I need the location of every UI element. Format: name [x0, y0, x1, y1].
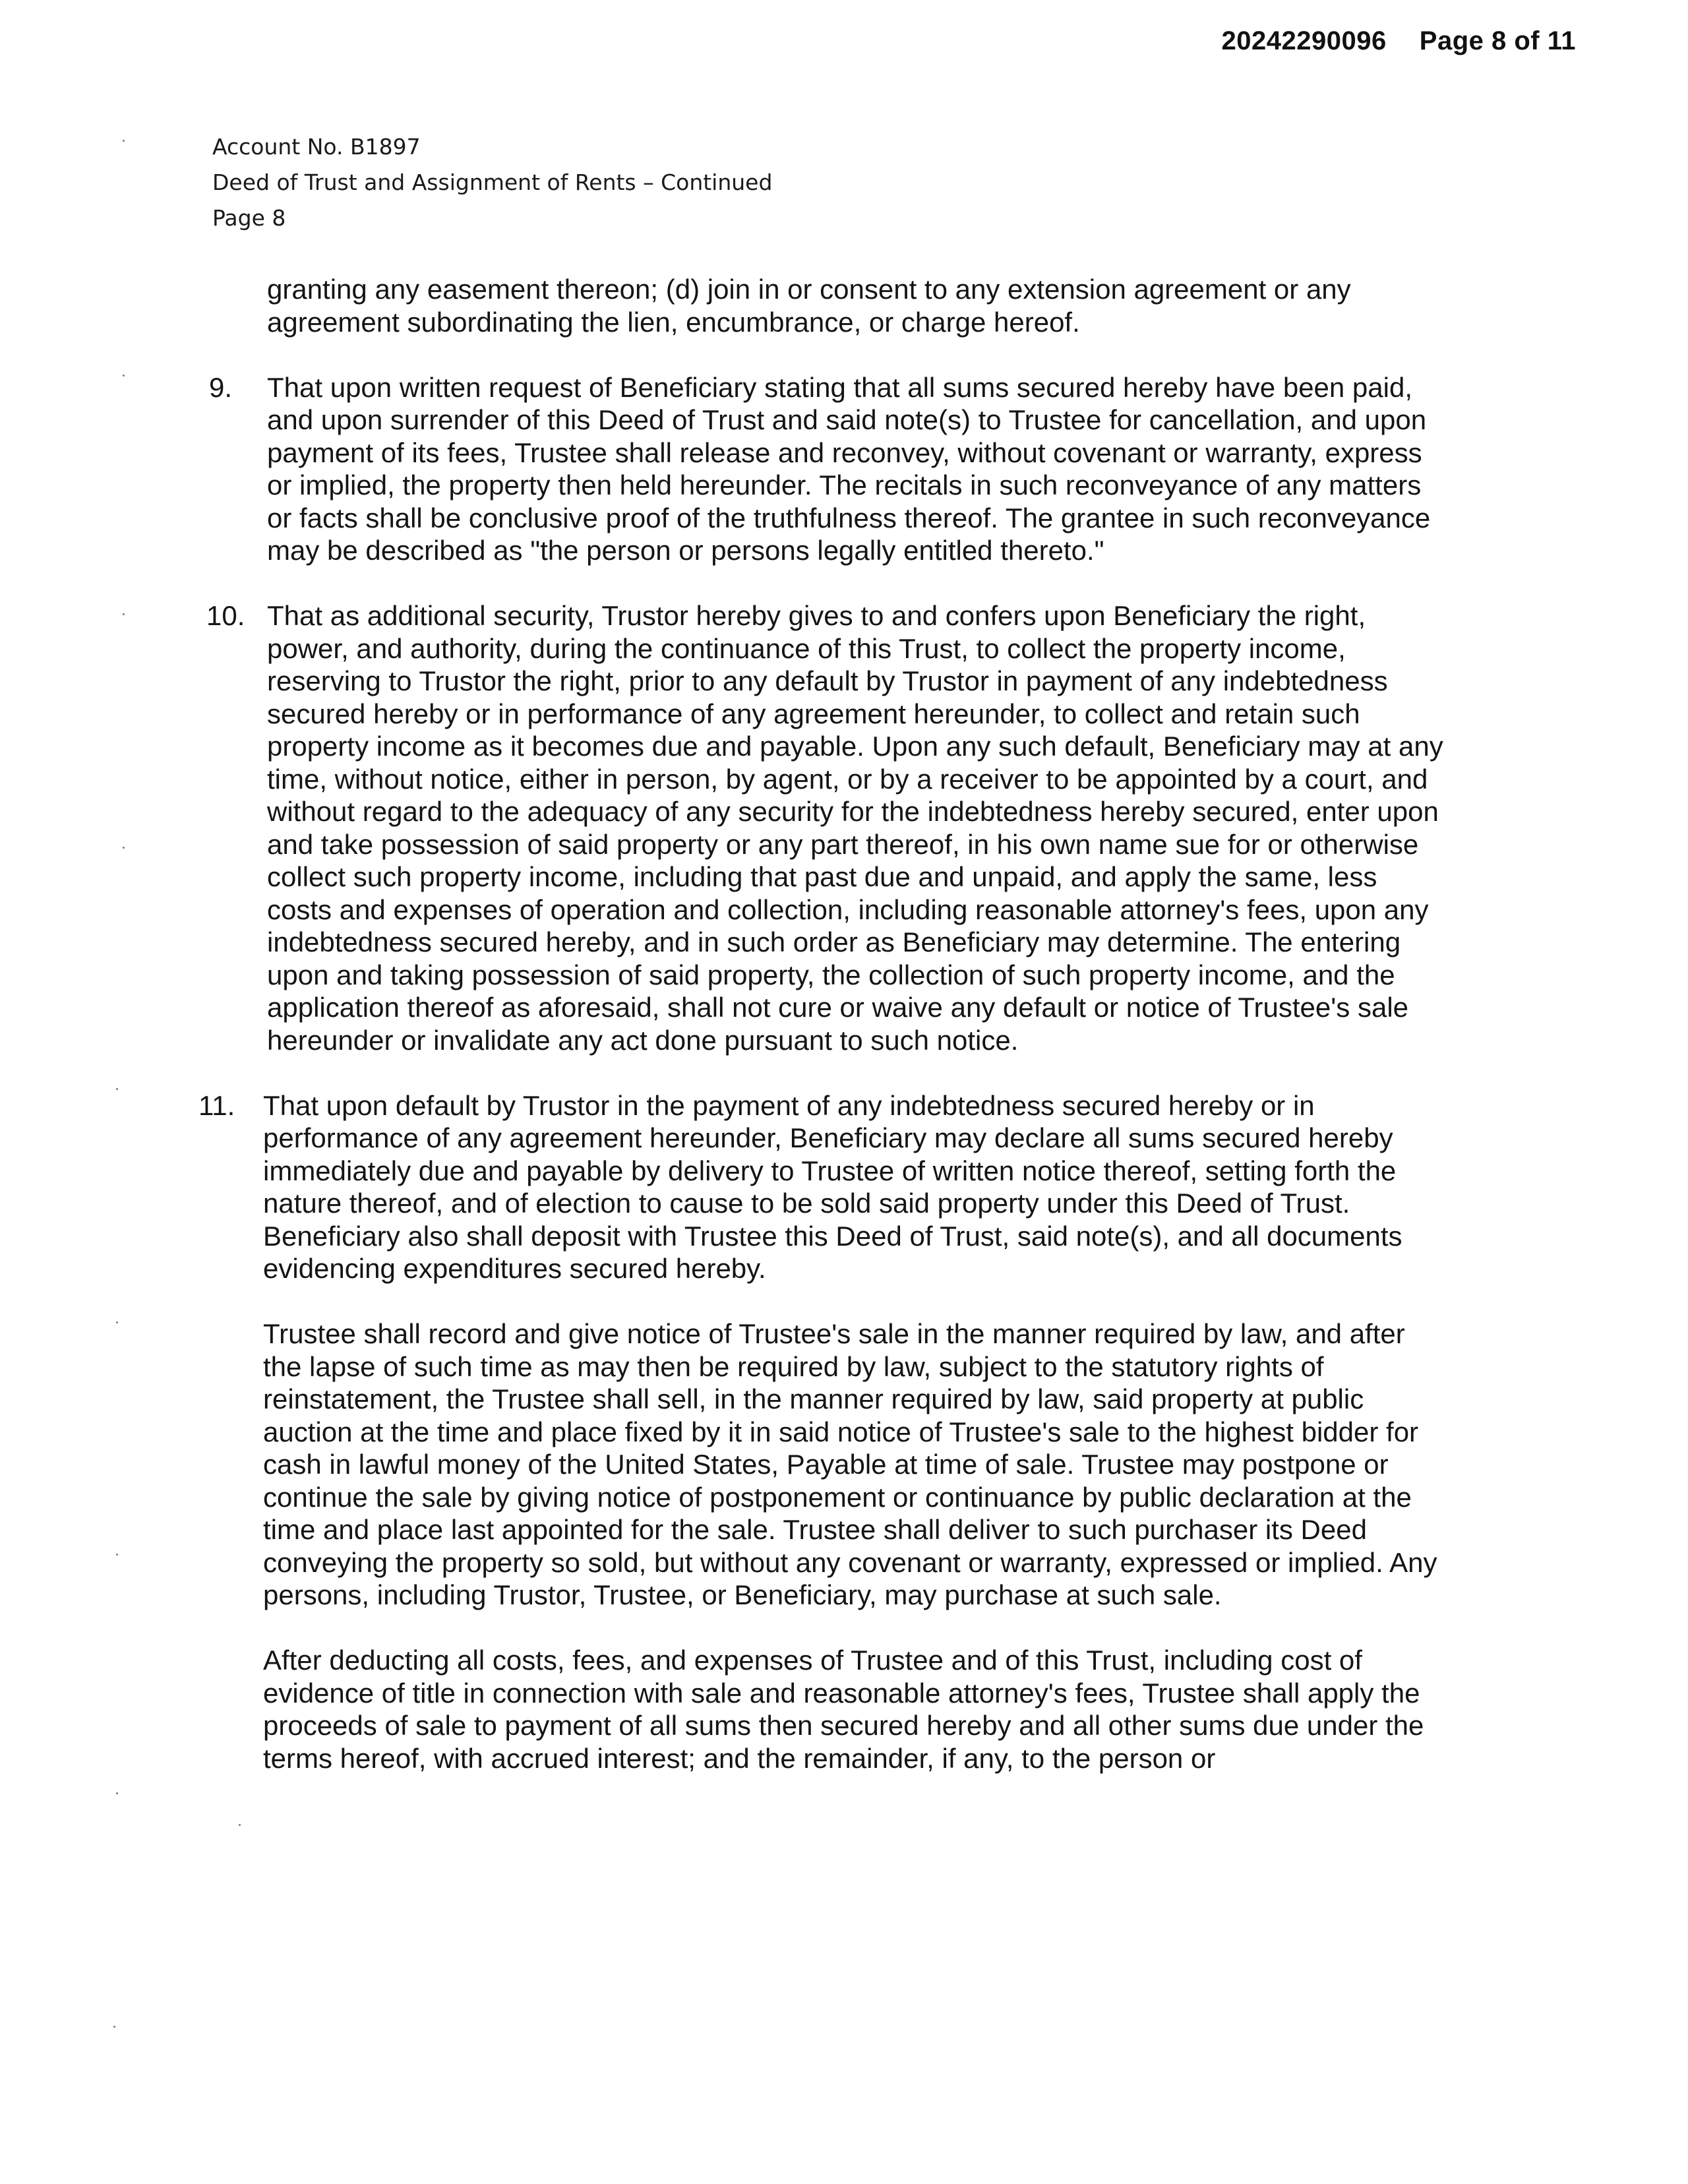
scan-speck [123, 847, 125, 849]
numbered-item-10 [206, 599, 1447, 1056]
item-number: 10. [206, 600, 245, 631]
page-of-label: Page 8 of 11 [1419, 26, 1576, 55]
item-text: That upon written request of Beneficiary stating that all sums secured hereby have been paid, and upon surrender of this Deed of Trust and said note(s) to Trustee for cancellation, and upon payment of its fees, Trustee shall release and reconvey, without covenant or warranty, express or implied, the property then held hereunder. The recitals in such reconveyance of any matters or facts shall be conclusive proof of the truthfulness thereof. The grantee in such reconveyance may be described as "the person or persons legally entitled thereto." [267, 371, 1431, 566]
document-title: Deed of Trust and Assignment of Rents – Continued [212, 169, 773, 195]
scan-speck [116, 1792, 118, 1794]
item-11-paragraph-3: After deducting all costs, fees, and expenses of Trustee and of this Trust, including cost of evidence of title in connection with sale and reasonable attorney's fees, Trustee shall apply the proceeds of sale to payment of all sums then secured hereby and all other sums due under the terms hereof, with accrued interest; and the remainder, if any, to the person or [263, 1645, 1424, 1774]
numbered-item-11 [198, 1089, 1450, 1775]
scan-speck [116, 1088, 118, 1090]
scan-speck [113, 2026, 115, 2028]
continuation-paragraph: granting any easement thereon; (d) join in or consent to any extension agreement or any agreement subordinating the lien, encumbrance, or charge hereof. [267, 274, 1351, 338]
item-text: That as additional security, Trustor hereby gives to and confers upon Beneficiary the right, power, and authority, during the continuance of this Trust, to collect the property income, reserving to Trustor the right, prior to any default by Trustor in payment of any indebtedness secured hereby or in performance of any agreement hereunder, to collect and retain such property income as it becomes due and payable. Upon any such default, Beneficiary may at any time, without notice, either in person, by agent, or by a receiver to be appointed by a court, and without regard to the adequacy of any security for the indebtedness hereby secured, enter upon and take possession of said property or any part thereof, in his own name sue for or otherwise collect such property income, including that past due and unpaid, and apply the same, less costs and expenses of operation and collection, including reasonable attorney's fees, upon any indebtedness secured hereby, and in such order as Beneficiary may determine. The entering upon and taking possession of said property, the collection of such property income, and the application thereof as aforesaid, shall not cure or waive any default or notice of Trustee's sale hereunder or invalidate any act done pursuant to such notice. [267, 600, 1443, 1056]
document-number: 20242290096 [1221, 26, 1387, 55]
document-header [212, 129, 772, 236]
item-number: 9. [209, 371, 233, 403]
account-number: Account No. B1897 [212, 134, 421, 160]
scan-speck [239, 1824, 241, 1826]
numbered-item-9 [209, 371, 1447, 567]
scan-speck [123, 375, 125, 377]
scan-speck [123, 613, 125, 615]
recording-stamp [1222, 26, 1576, 56]
item-11-paragraph-2: Trustee shall record and give notice of Trustee's sale in the manner required by law, and after the lapse of such time as may then be required by law, subject to the statutory rights of reinstatement, the Trustee shall sell, in the manner required by law, said property at public auction at the time and place fixed by it in said notice of Trustee's sale to the highest bidder for cash in lawful money of the United States, Payable at time of sale. Trustee may postpone or continue the sale by giving notice of postponement or continuance by public declaration at the time and place last appointed for the sale. Trustee shall deliver to such purchaser its Deed conveying the property so sold, but without any covenant or warranty, expressed or implied. Any persons, including Trustor, Trustee, or Beneficiary, may purchase at such sale. [263, 1318, 1437, 1610]
scan-speck [116, 1554, 118, 1556]
page-number: Page 8 [212, 205, 286, 231]
item-text: That upon default by Trustor in the payment of any indebtedness secured hereby or in performance of any agreement hereunder, Beneficiary may declare all sums secured hereby immediately due and payable by delivery to Trustee of written notice thereof, setting forth the nature thereof, and of election to cause to be sold said property under this Deed of Trust. Beneficiary also shall deposit with Trustee this Deed of Trust, said note(s), and all documents evidencing expenditures secured hereby. [263, 1089, 1402, 1284]
document-body [198, 273, 1447, 1774]
item-number: 11. [198, 1089, 235, 1121]
scan-speck [116, 1321, 118, 1323]
scan-speck [123, 140, 125, 142]
